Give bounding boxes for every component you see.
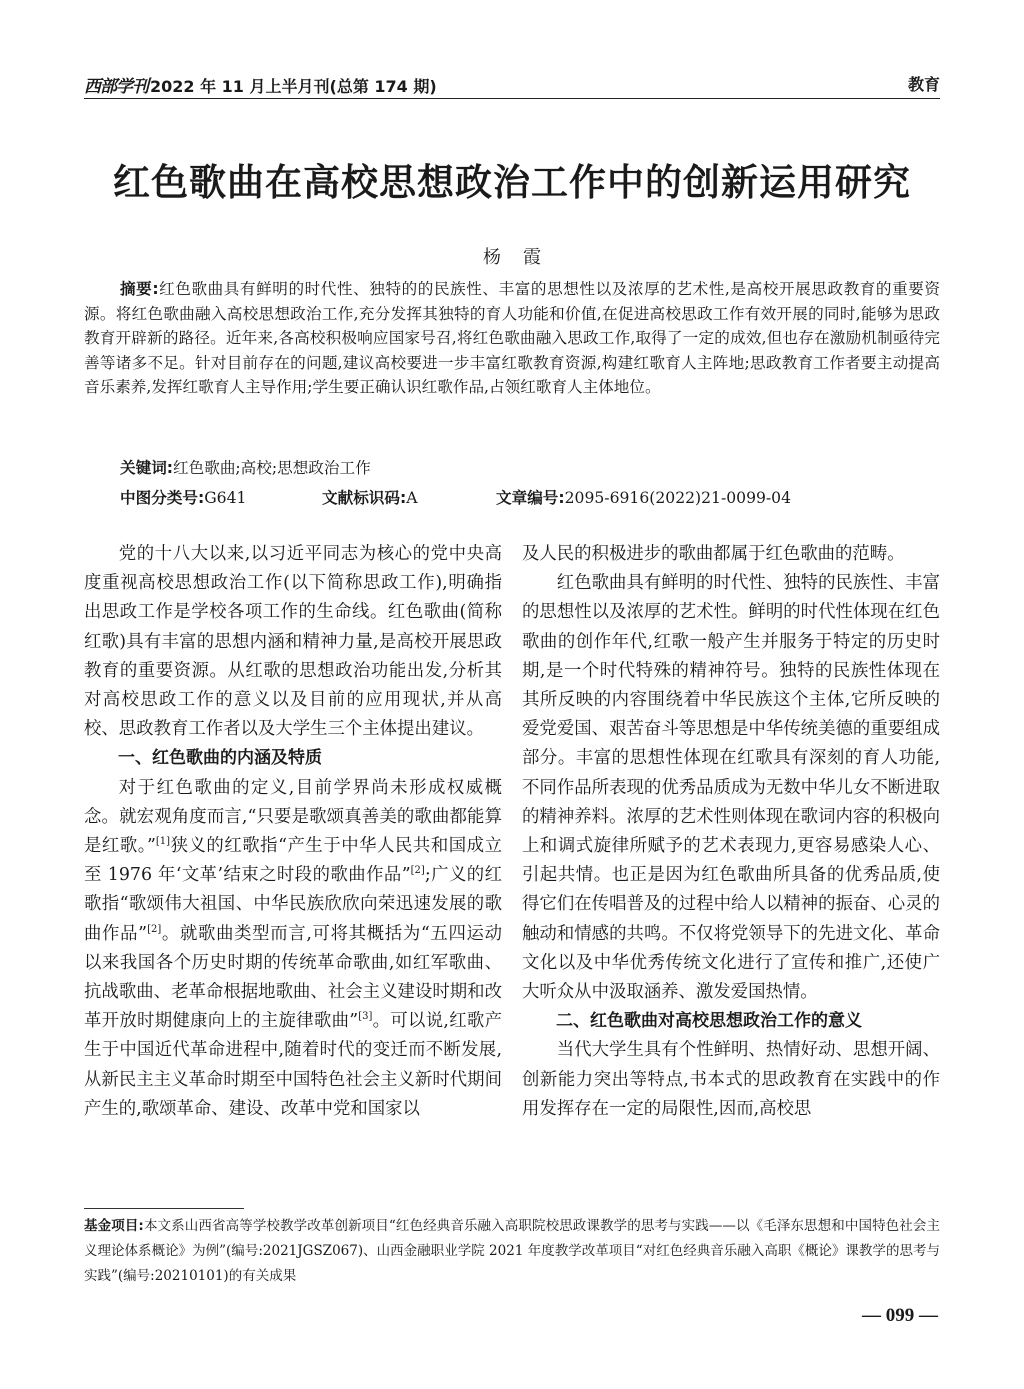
doc-code-value: A: [406, 489, 418, 507]
issue-info: 2022 年 11 月上半月刊(总第 174 期): [150, 77, 437, 96]
body-column-left: [84, 540, 502, 1124]
citation-ref: [2]: [147, 923, 162, 935]
text-segment: 。可以说,红歌产生于中国近代革命进程中,随着时代的变迁而不断发展,从新民主主义革命时期至中国特色社会主义新时代期间产生的,歌颂革命、建设、改革中党和国家以: [84, 1011, 502, 1119]
definition-paragraph: [84, 774, 502, 1124]
doc-code-label: 文献标识码:: [322, 489, 407, 507]
keywords-label: 关键词:: [120, 459, 174, 477]
abstract-label: 摘要:: [120, 280, 159, 298]
section-heading-2: 二、红色歌曲对高校思想政治工作的意义: [556, 1011, 862, 1032]
clc-value: G641: [204, 489, 247, 507]
citation-ref: [3]: [358, 1011, 373, 1023]
significance-paragraph: 当代大学生具有个性鲜明、热情好动、思想开阔、创新能力突出等特点,书本式的思政教育在实践中的作用发挥存在一定的局限性,因而,高校思: [522, 1040, 940, 1119]
clc-number: [120, 486, 246, 508]
page-number: — 099 —: [862, 1305, 938, 1326]
clc-label: 中图分类号:: [120, 489, 205, 507]
section-label: 教育: [907, 75, 940, 94]
text-segment: 。就歌曲类型而言,可将其概括为“五四运动以来我国各个历史时期的传统革命歌曲,如红军歌曲、抗战歌曲、老革命根据地歌曲、社会主义建设时期和改革开放时期健康向上的主旋律歌曲”: [84, 923, 502, 1032]
header-left: [84, 72, 437, 97]
funding-text: 本文系山西省高等学校教学改革创新项目“红色经典音乐融入高职院校思政课教学的思考与实践——以《毛泽东思想和中国特色社会主义理论体系概论》为例”(编号:2021JGSZ067)、山西金融职业学院 2021 年度教学改革项目“对红色经典音乐融入高职《概论》课教学的思考与实践”(编号:20210101)的有关成果: [84, 1218, 940, 1284]
section-heading-1: 一、红色歌曲的内涵及特质: [118, 748, 322, 769]
article-title: 红色歌曲在高校思想政治工作中的创新运用研究: [113, 161, 911, 204]
keywords-text: 红色歌曲;高校;思想政治工作: [173, 459, 371, 477]
journal-logo: 西部学刊: [84, 77, 148, 97]
text-segment: ;广义的红歌指“歌颂伟大祖国、中华民族欣欣向荣迅速发展的歌曲作品”: [84, 865, 502, 944]
article-number: [496, 486, 791, 508]
author-name: 杨霞: [483, 247, 563, 268]
text-segment: 狭义的红歌指“产生于中华人民共和国成立至 1976 年‘文革’结束之时段的歌曲作品”: [84, 836, 502, 886]
article-number-value: 2095-6916(2022)21-0099-04: [564, 489, 792, 507]
citation-ref: [1]: [155, 836, 171, 848]
article-number-label: 文章编号:: [496, 489, 565, 507]
funding-footnote: [84, 1214, 940, 1289]
running-header: [84, 68, 940, 99]
footnote-divider: [84, 1208, 244, 1209]
intro-paragraph: 党的十八大以来,以习近平同志为核心的党中央高度重视高校思想政治工作(以下简称思政工作),明确指出思政工作是学校各项工作的生命线。红色歌曲(简称红歌)具有丰富的思想内涵和精神力量,是高校开展思政教育的重要资源。从红歌的思想政治功能出发,分析其对高校思政工作的意义以及目前的应用现状,并从高校、思政教育工作者以及大学生三个主体提出建议。: [84, 544, 502, 740]
document-code: [322, 486, 417, 508]
funding-label: 基金项目:: [84, 1218, 144, 1234]
text-segment: 对于红色歌曲的定义,目前学界尚未形成权威概念。就宏观角度而言,“只要是歌颂真善美的歌曲都能算是红歌。”: [84, 777, 502, 857]
body-column-right: [522, 540, 940, 1124]
keywords: [120, 456, 371, 478]
abstract: [84, 277, 940, 400]
citation-ref: [2]: [410, 865, 425, 877]
characteristics-paragraph: 红色歌曲具有鲜明的时代性、独特的民族性、丰富的思想性以及浓厚的艺术性。鲜明的时代性体现在红色歌曲的创作年代,红歌一般产生并服务于特定的历史时期,是一个时代特殊的精神符号。独特的民族性体现在其所反映的内容围绕着中华民族这个主体,它所反映的爱党爱国、艰苦奋斗等思想是中华传统美德的重要组成部分。丰富的思想性体现在红歌具有深刻的育人功能,不同作品所表现的优秀品质成为无数中华儿女不断进取的精神养料。浓厚的艺术性则体现在歌词内容的积极向上和调式旋律所赋予的艺术表现力,更容易感染人心、引起共情。也正是因为红色歌曲所具备的优秀品质,使得它们在传唱普及的过程中给人以精神的振奋、心灵的触动和情感的共鸣。不仅将党领导下的先进文化、革命文化以及中华优秀传统文化进行了宣传和推广,还使广大听众从中汲取涵养、激发爱国热情。: [522, 573, 940, 1003]
abstract-text: 红色歌曲具有鲜明的时代性、独特的的民族性、丰富的思想性以及浓厚的艺术性,是高校开展思政教育的重要资源。将红色歌曲融入高校思想政治工作,充分发挥其独特的育人功能和价值,在促进高校思政工作有效开展的同时,能够为思政教育开辟新的路径。近年来,各高校积极响应国家号召,将红色歌曲融入思政工作,取得了一定的成效,但也存在激励机制亟待完善等诸多不足。针对目前存在的问题,建议高校要进一步丰富红歌教育资源,构建红歌育人主阵地;思政教育工作者要主动提高音乐素养,发挥红歌育人主导作用;学生要正确认识红歌作品,占领红歌育人主体地位。: [84, 280, 940, 397]
continued-paragraph: 及人民的积极进步的歌曲都属于红色歌曲的范畴。: [522, 544, 905, 564]
